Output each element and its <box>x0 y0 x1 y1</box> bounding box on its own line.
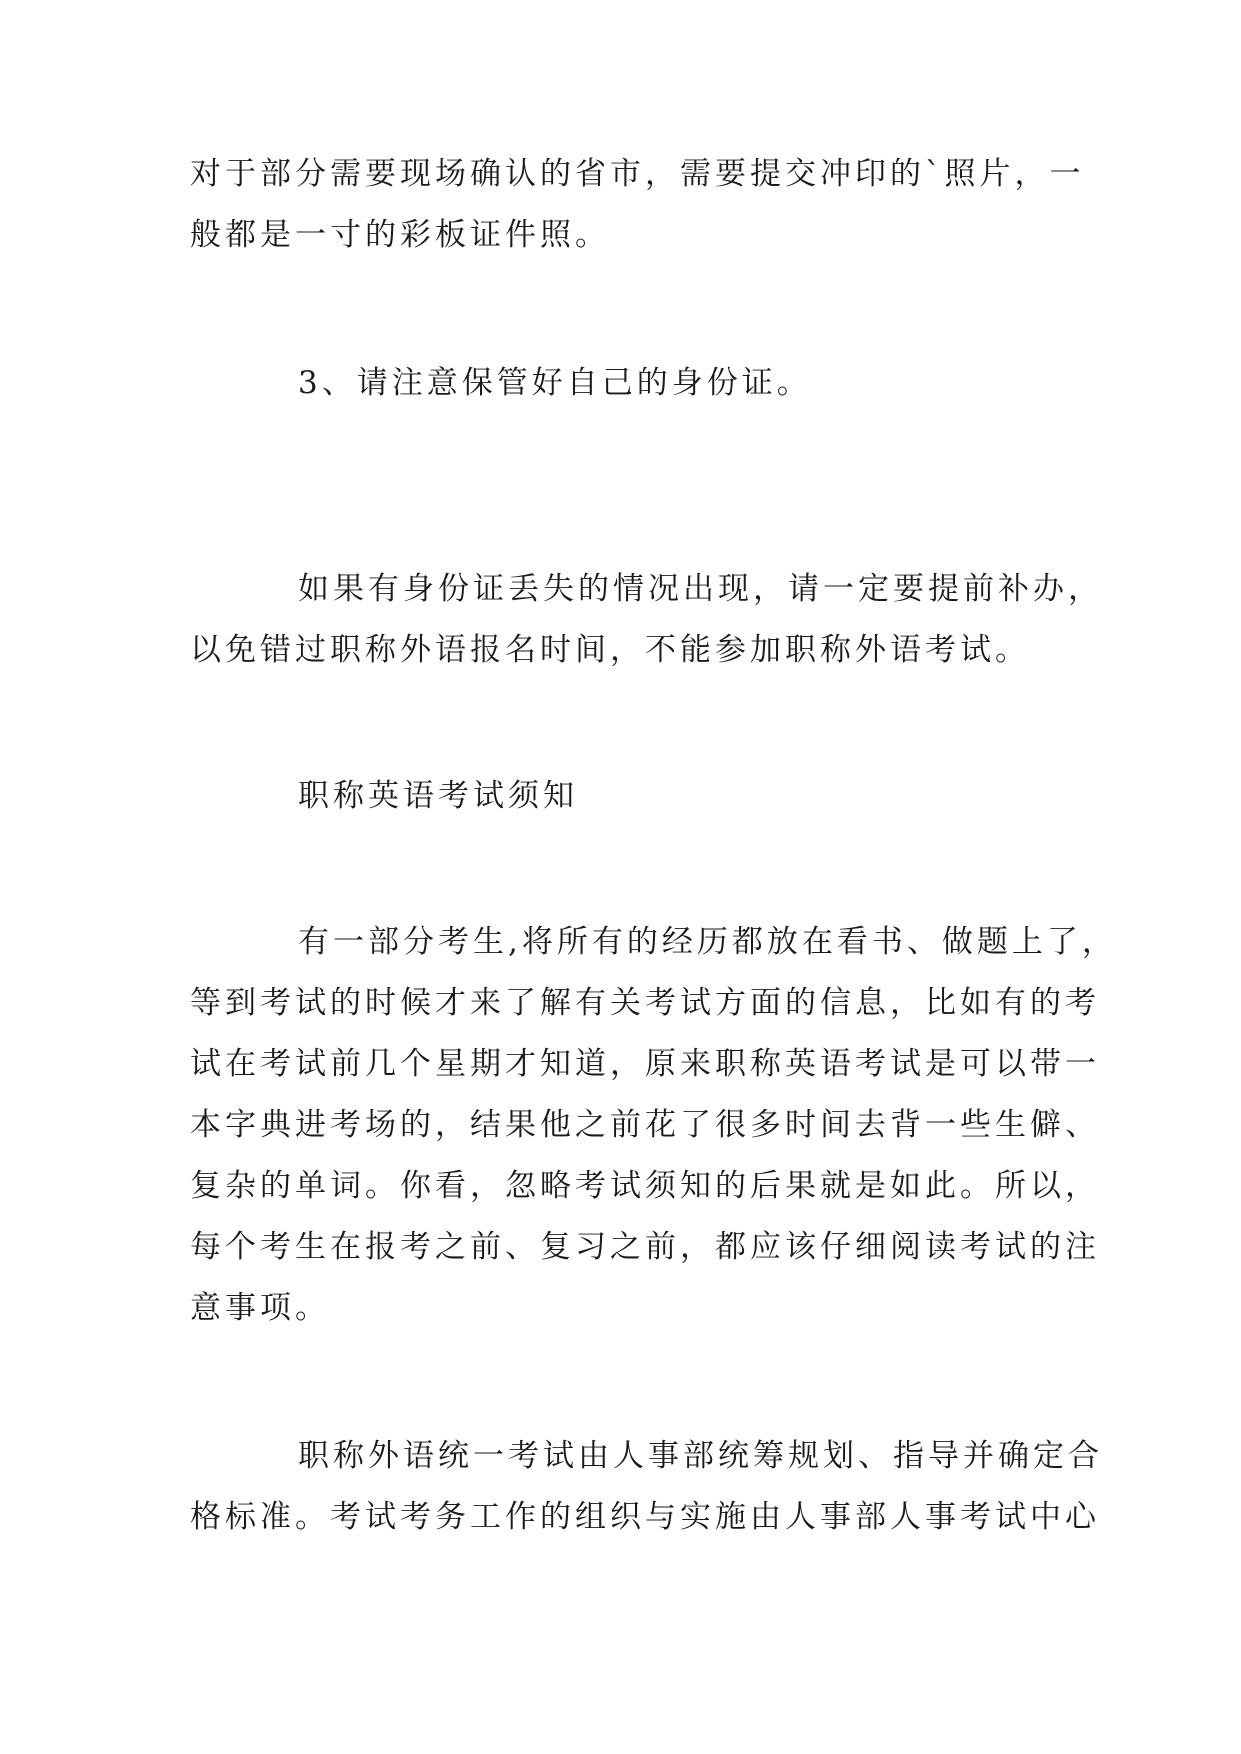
text-line: 职称外语统一考试由人事部统筹规划、指导并确定合 <box>298 1438 1103 1474</box>
text-line: 意事项。 <box>190 1290 330 1326</box>
paragraph-exam-organization <box>190 1426 1103 1548</box>
text-line: 般都是一寸的彩板证件照。 <box>190 217 610 253</box>
text-line: 如果有身份证丢失的情况出现，请一定要提前补办， <box>298 571 1103 607</box>
text-line: 本字典进考场的，结果他之前花了很多时间去背一些生僻、 <box>190 1107 1100 1143</box>
paragraph-exam-notice-importance <box>190 912 1117 1339</box>
paragraph-id-card-lost <box>190 559 1103 681</box>
text-line: 每个考生在报考之前、复习之前，都应该仔细阅读考试的注 <box>190 1229 1100 1265</box>
text-line: 3、请注意保管好自己的身份证。 <box>298 365 812 401</box>
section-heading <box>190 766 1062 827</box>
text-line: 以免错过职称外语报名时间，不能参加职称外语考试。 <box>190 632 1030 668</box>
text-line: 有一部分考生,将所有的经历都放在看书、做题上了， <box>298 924 1117 960</box>
paragraph-photo-requirement <box>190 144 1085 266</box>
text-line: 等到考试的时候才来了解有关考试方面的信息，比如有的考 <box>190 985 1100 1021</box>
text-line: 格标准。考试考务工作的组织与实施由人事部人事考试中心 <box>190 1499 1100 1535</box>
heading-text: 职称英语考试须知 <box>298 778 578 814</box>
text-line: 复杂的单词。你看，忽略考试须知的后果就是如此。所以， <box>190 1168 1100 1204</box>
paragraph-id-card-notice <box>190 353 1062 414</box>
text-line: 试在考试前几个星期才知道，原来职称英语考试是可以带一 <box>190 1046 1100 1082</box>
text-line: 对于部分需要现场确认的省市，需要提交冲印的`照片，一 <box>190 156 1085 192</box>
